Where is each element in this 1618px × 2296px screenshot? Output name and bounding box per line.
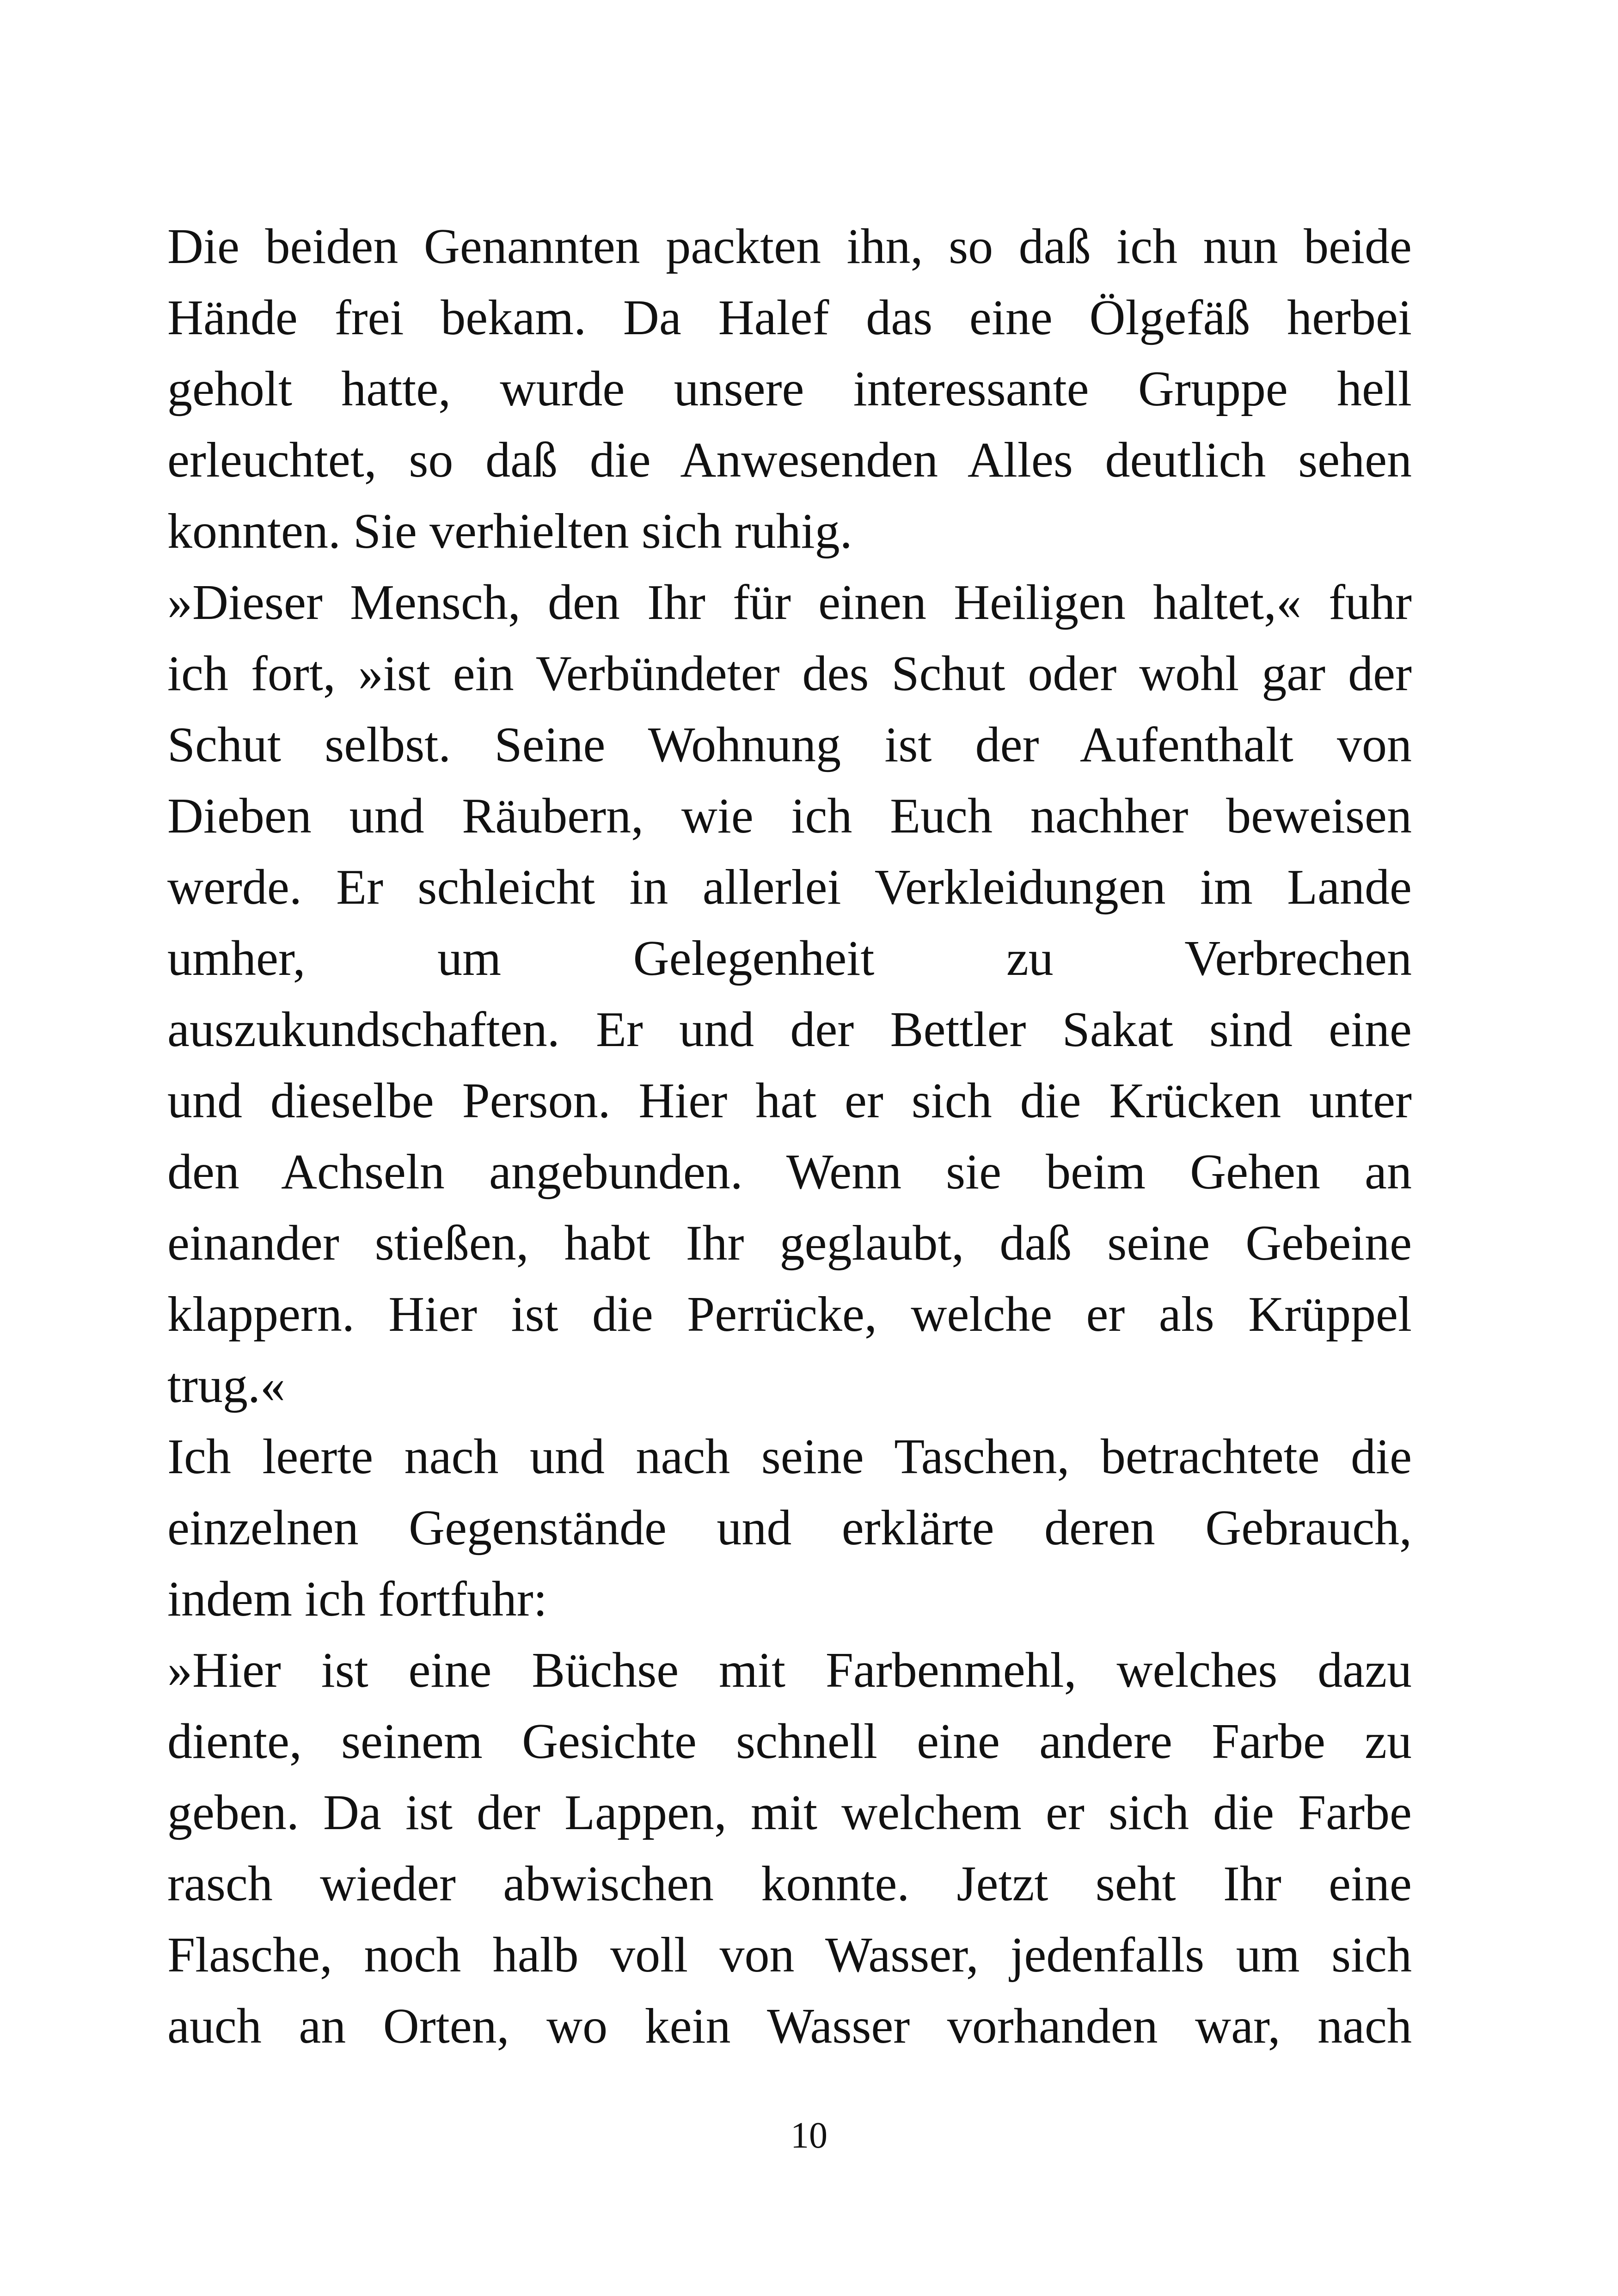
page-number: 10 bbox=[791, 2115, 827, 2156]
text-line: auszukundschaften. Er und der Bettler Sakat sind eine bbox=[167, 1002, 1412, 1057]
body-text bbox=[167, 211, 1412, 2062]
text-line: Die beiden Genannten packten ihn, so daß ich nun beide bbox=[167, 219, 1412, 274]
text-line: »Hier ist eine Büchse mit Farbenmehl, welches dazu bbox=[167, 1643, 1412, 1698]
text-line: geben. Da ist der Lappen, mit welchem er sich die Farbe bbox=[167, 1785, 1412, 1840]
text-line: »Dieser Mensch, den Ihr für einen Heiligen haltet,« fuhr bbox=[167, 575, 1412, 630]
text-line: konnten. Sie verhielten sich ruhig. bbox=[167, 504, 852, 559]
text-line: umher, um Gelegenheit zu Verbrechen bbox=[167, 931, 1412, 986]
text-line: den Achseln angebunden. Wenn sie beim Gehen an bbox=[167, 1145, 1412, 1200]
text-line: Flasche, noch halb voll von Wasser, jedenfalls um sich bbox=[167, 1928, 1412, 1983]
text-line: rasch wieder abwischen konnte. Jetzt seht Ihr eine bbox=[167, 1856, 1412, 1911]
text-line: einzelnen Gegenstände und erklärte deren Gebrauch, bbox=[167, 1500, 1412, 1555]
text-line: indem ich fortfuhr: bbox=[167, 1572, 547, 1627]
text-line: trug.« bbox=[167, 1358, 285, 1413]
text-line: geholt hatte, wurde unsere interessante Gruppe hell bbox=[167, 361, 1412, 416]
text-line: auch an Orten, wo kein Wasser vorhanden war, nach bbox=[167, 1999, 1412, 2054]
text-line: diente, seinem Gesichte schnell eine andere Farbe zu bbox=[167, 1714, 1412, 1769]
text-line: und dieselbe Person. Hier hat er sich die Krücken unter bbox=[167, 1073, 1412, 1128]
text-line: werde. Er schleicht in allerlei Verkleidungen im Lande bbox=[167, 860, 1412, 915]
text-line: klappern. Hier ist die Perrücke, welche er als Krüppel bbox=[167, 1287, 1412, 1342]
text-line: einander stießen, habt Ihr geglaubt, daß seine Gebeine bbox=[167, 1216, 1412, 1271]
text-line: Hände frei bekam. Da Halef das eine Ölgefäß herbei bbox=[167, 290, 1412, 345]
text-line: Schut selbst. Seine Wohnung ist der Aufenthalt von bbox=[167, 717, 1412, 772]
text-line: Dieben und Räubern, wie ich Euch nachher beweisen bbox=[167, 789, 1412, 844]
text-line: erleuchtet, so daß die Anwesenden Alles deutlich sehen bbox=[167, 433, 1412, 488]
text-line: ich fort, »ist ein Verbündeter des Schut oder wohl gar der bbox=[167, 646, 1412, 701]
text-line: Ich leerte nach und nach seine Taschen, betrachtete die bbox=[167, 1429, 1412, 1484]
